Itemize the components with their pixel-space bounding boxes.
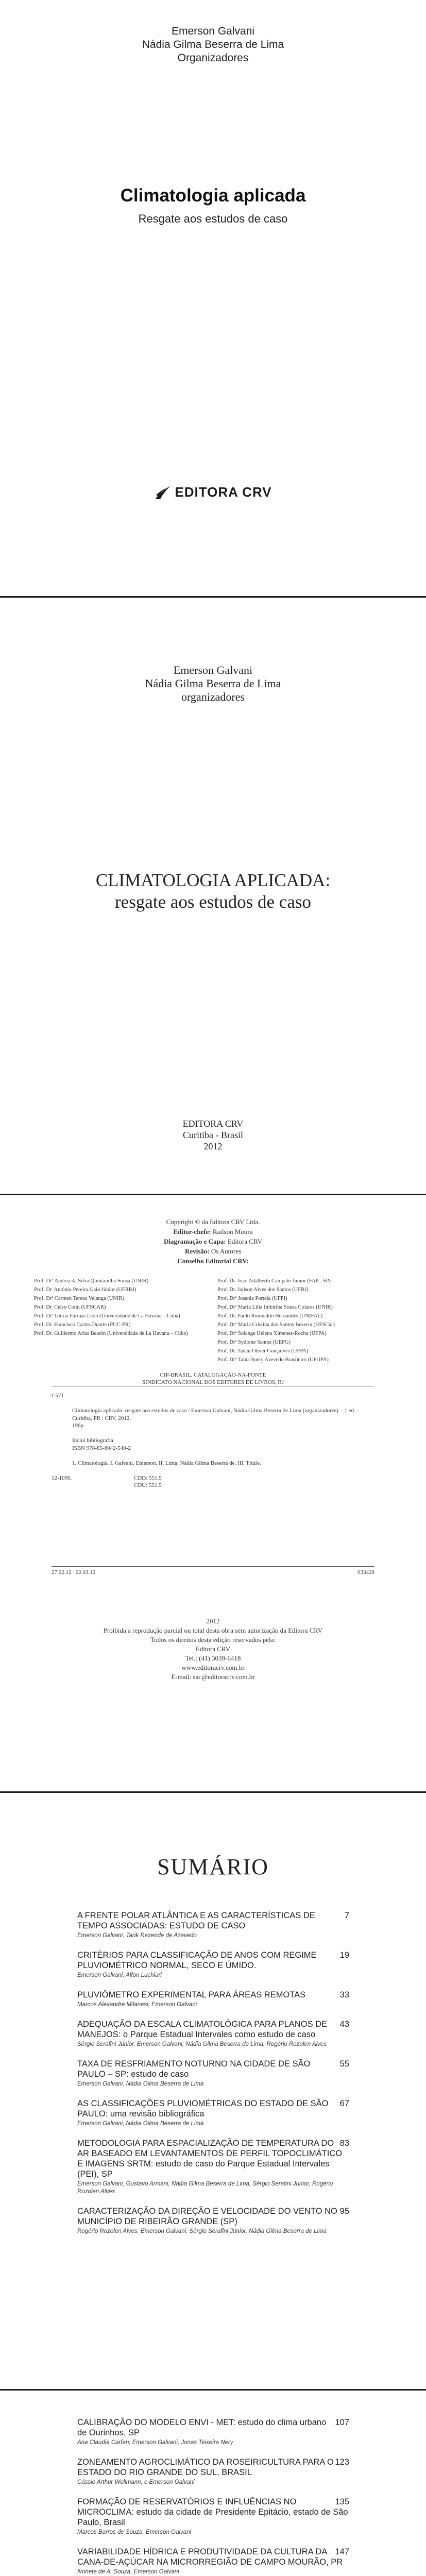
toc-entry-title xyxy=(77,2019,349,2040)
cover-title: Climatologia aplicada xyxy=(120,185,306,206)
title-page-title-line-1: CLIMATOLOGIA APLICADA: xyxy=(95,870,331,890)
layout-line xyxy=(0,1236,426,1246)
toc-entry-authors: Emerson Galvani, Nádia Gilma Beserra de Lima xyxy=(77,2121,204,2127)
toc-entry-authors: Emerson Galvani, Tarik Rezende de Azevedo xyxy=(77,1933,197,1939)
cip-dates: 27.02.12 02.03.12 xyxy=(52,1569,96,1575)
toc-entry-title xyxy=(77,1990,349,2000)
review-label: Revisão: xyxy=(184,1247,210,1255)
toc-entry xyxy=(77,1950,349,1979)
title-page-title xyxy=(0,870,426,913)
council-title: Conselho Editorial CRV: xyxy=(177,1257,249,1265)
toc-entry-authors: Emerson Galvani, Nádia Gilma Beserra de Lima xyxy=(77,2081,204,2087)
toc-entry-title-text: PLUVIÔMETRO EXPERIMENTAL PARA ÁREAS REMOTAS xyxy=(77,1990,306,1999)
cip-cdu: CDU: 551.5 xyxy=(134,1482,162,1488)
toc-entry-title-text: TAXA DE RESFRIAMENTO NOTURNO NA CIDADE DE SÃO PAULO – SP: estudo de caso xyxy=(77,2059,311,2079)
rights-email: E-mail: sac@editoracrv.com.br xyxy=(171,1673,255,1681)
contents-list xyxy=(77,1910,349,2246)
toc-entry xyxy=(77,2547,349,2576)
cip-number: 12-1090. xyxy=(52,1475,72,1481)
toc-entry-authors: Emerson Galvani, Gustavo Armani, Nádia Gilma Beserra de Lima, Sérgio Serafini Júnior, Rogério Rozolen Alves xyxy=(77,2181,333,2195)
cover-subtitle: Resgate aos estudos de caso xyxy=(138,212,288,225)
toc-entry-title-text: A FRENTE POLAR ATLÂNTICA E AS CARACTERÍSTICAS DE TEMPO ASSOCIADAS: ESTUDO DE CASO xyxy=(77,1911,315,1930)
rights-block xyxy=(0,1617,426,1682)
imprint-year: 2012 xyxy=(203,1141,223,1151)
council-left-column xyxy=(34,1277,208,1364)
toc-entry-page: 147 xyxy=(335,2547,349,2556)
contents-page-2 xyxy=(0,2391,426,2576)
council-member: Prof. Dr. Jailson Alves dos Santos (UFRJ) xyxy=(217,1287,309,1293)
cover-page xyxy=(0,0,426,596)
council-member: Prof. Dr. Francisco Carlos Duarte (PUC-PR) xyxy=(34,1322,131,1328)
editorial-council xyxy=(34,1277,391,1364)
cover-author-2: Nádia Gilma Beserra de Lima xyxy=(142,39,284,50)
title-page xyxy=(0,598,426,1194)
cover-author-1: Emerson Galvani xyxy=(171,25,255,37)
copyright-page xyxy=(0,1195,426,1791)
title-page-author-1: Emerson Galvani xyxy=(173,664,253,676)
toc-entry-title xyxy=(77,2497,349,2528)
toc-entry xyxy=(77,2206,349,2235)
toc-entry-page: 123 xyxy=(335,2458,349,2467)
toc-entry-title xyxy=(77,2059,349,2079)
cip-record xyxy=(52,1392,374,1489)
cip-pages: 196p. xyxy=(72,1422,85,1429)
contents-list xyxy=(77,2417,349,2576)
toc-entry-title xyxy=(77,2138,349,2179)
toc-entry-title-text: AS CLASSIFICAÇÕES PLUVIOMÉTRICAS DO ESTADO DE SÃO PAULO: uma revisão bibliográfica xyxy=(77,2099,329,2119)
cip-id: 033428 xyxy=(357,1569,374,1575)
cip-header-line-2: SINDICATO NACIONAL DOS EDITORES DE LIVROS, RJ xyxy=(142,1379,284,1385)
cover-organizers-label: Organizadores xyxy=(177,52,249,64)
toc-entry xyxy=(77,1910,349,1940)
rights-phone: Tel.: (41) 3039-6418 xyxy=(185,1654,241,1662)
cip-classification xyxy=(52,1475,374,1482)
toc-entry-page: 19 xyxy=(339,1951,349,1960)
cip-isbn: ISBN 978-85-8042-540-2 xyxy=(72,1445,131,1451)
cip-divider-bottom xyxy=(52,1566,374,1567)
council-member: Prof. Dr. Guillermo Arias Beatón (Universidade de La Havana – Cuba) xyxy=(34,1331,188,1336)
publisher-logo xyxy=(0,484,426,503)
council-member: Prof. Dr. Celso Conti (UFSCAR) xyxy=(34,1304,106,1310)
toc-entry-title-text: FORMAÇÃO DE RESERVATÓRIOS E INFLUÊNCIAS NO MICROCLIMA: estudo da cidade de Presidente Epitácio, estado de São Paulo, Brasil xyxy=(77,2497,348,2527)
toc-entry xyxy=(77,2417,349,2447)
cip-header xyxy=(0,1371,426,1386)
title-page-organizers-label: organizadores xyxy=(181,690,245,703)
toc-entry-title xyxy=(77,1950,349,1971)
toc-entry-title xyxy=(77,2417,349,2438)
council-member: Prof. Dr. João Adalberto Campato Junior (FAP - SP) xyxy=(217,1278,331,1284)
toc-entry xyxy=(77,2457,349,2486)
toc-entry-title xyxy=(77,1910,349,1931)
imprint-city: Curitiba - Brasil xyxy=(183,1130,243,1140)
council-member: Prof. Drª Maria Cristina dos Santos Bezerra (UFSCar) xyxy=(217,1322,335,1328)
toc-entry-page: 95 xyxy=(339,2207,349,2216)
council-member: Prof. Dr. Tadeu Oliver Gonçalves (UFPA) xyxy=(217,1348,309,1354)
toc-entry-authors: Rogério Rozolen Alves, Emerson Galvani, Sérgio Serafini Júnior, Nádia Gilma Beserra de Lima xyxy=(77,2228,327,2234)
rights-website: www.editoracrv.com.br xyxy=(181,1664,245,1671)
council-member: Prof. Dr. Antônio Pereira Gaio Júnior (UFRRJ) xyxy=(34,1287,137,1293)
layout-name: Editora CRV xyxy=(227,1238,263,1245)
cip-subjects: 1. Climatologia. I. Galvani, Emerson. II. Lima, Nádia Gilma Beserra de. III. Título. xyxy=(72,1460,261,1466)
toc-entry-page: 135 xyxy=(335,2497,349,2506)
review-name: Os Autores xyxy=(211,1247,242,1255)
toc-entry-authors: Ivonete de A. Souza, Emerson Galvani xyxy=(77,2569,179,2575)
imprint-publisher: EDITORA CRV xyxy=(182,1118,244,1129)
rights-reserved: Todos os direitos desta edição reservados pela: xyxy=(150,1636,276,1643)
toc-entry-title-text: ZONEAMENTO AGROCLIMÁTICO DA ROSEIRICULTURA PARA O ESTADO DO RIO GRANDE DO SUL, BRASIL xyxy=(77,2458,334,2477)
council-member: Prof. Drª Sydione Santos (UEPG) xyxy=(217,1340,291,1345)
council-member: Prof. Drª Solange Helena Ximenes-Rocha (UFPA) xyxy=(217,1331,327,1336)
title-page-title-line-2: resgate aos estudos de caso xyxy=(115,892,311,912)
cip-bibliography: Inclui bibliografia xyxy=(72,1437,113,1444)
title-page-imprint xyxy=(0,1118,426,1152)
contents-page-1 xyxy=(0,1793,426,2389)
council-member: Prof. Drª Carmen Tereza Velanga (UNIR) xyxy=(34,1296,124,1301)
toc-entry-title-text: CRITÉRIOS PARA CLASSIFICAÇÃO DE ANOS COM REGIME PLUVIOMÉTRICO NORMAL, SECO E ÚMIDO. xyxy=(77,1951,317,1970)
toc-entry-authors: Sérgio Serafini Júnior, Emerson Galvani, Nádia Gilma Beserra de Lima, Rogério Rozolen Alves xyxy=(77,2041,327,2047)
copyright-line: Copyright © da Editora CRV Ltda. xyxy=(166,1218,260,1226)
cover-authors xyxy=(0,25,426,65)
toc-entry-title xyxy=(77,2098,349,2119)
cip-header-line-1: CIP-BRASIL. CATALOGAÇÃO-NA-FONTE xyxy=(160,1372,266,1378)
toc-entry-authors: Ana Claudia Carfan, Emerson Galvani, Jonas Teixeira Nery xyxy=(77,2439,233,2446)
council-right-column xyxy=(217,1277,391,1364)
credits-block xyxy=(0,1217,426,1266)
toc-entry-title-text: VARIABILIDADE HÍDRICA E PRODUTIVIDADE DA CULTURA DA CANA-DE-AÇÚCAR NA MICRORREGIÃO DE CAMPO MOURÃO, PR xyxy=(77,2547,343,2567)
editor-label: Editor-chefe: xyxy=(173,1228,211,1235)
toc-entry xyxy=(77,1990,349,2009)
toc-entry-authors: Emerson Galvani, Alfon Luchiari xyxy=(77,1972,162,1978)
review-line xyxy=(0,1246,426,1256)
toc-entry-authors: Cássio Arthur Wollmann, e Emerson Galvani xyxy=(77,2479,195,2485)
toc-entry-page: 33 xyxy=(339,1990,349,1999)
toc-entry-page: 7 xyxy=(344,1911,349,1920)
toc-entry-page: 43 xyxy=(339,2020,349,2029)
toc-entry-title xyxy=(77,2457,349,2478)
contents-heading: SUMÁRIO xyxy=(157,1854,269,1879)
toc-entry-title-text: ADEQUAÇÃO DA ESCALA CLIMATOLÓGICA PARA PLANOS DE MANEJOS: o Parque Estadual Intervales como estudo de caso xyxy=(77,2020,328,2039)
cip-code: C571 xyxy=(52,1393,64,1399)
toc-entry-title-text: CALIBRAÇÃO DO MODELO ENVI - MET: estudo do clima urbano de Ourinhos, SP xyxy=(77,2418,327,2437)
editor-line xyxy=(0,1227,426,1236)
publisher-logo-text: EDITORA CRV xyxy=(175,484,272,500)
toc-entry-title-text: METODOLOGIA PARA ESPACIALIZAÇÃO DE TEMPERATURA DO AR BASEADO EM LEVANTAMENTOS DE PERFIL TOPOCLIMÁTICO E IMAGENS SRTM: estudo de caso do Parque Estadual Intervales (PEI), SP xyxy=(77,2139,343,2179)
rights-notice: Proibida a reprodução parcial ou total desta obra sem autorização da Editora CRV xyxy=(103,1626,323,1634)
toc-entry xyxy=(77,2098,349,2128)
toc-entry xyxy=(77,2019,349,2048)
council-member: Prof. Drª Maria Lília Imbiriba Sousa Colares (UNIR) xyxy=(217,1304,333,1310)
toc-entry xyxy=(77,2059,349,2088)
cip-cdd: CDD: 551.5 xyxy=(134,1475,162,1481)
council-member: Prof. Drª Gloria Fariñas León (Universidade de La Havana – Cuba) xyxy=(34,1313,180,1319)
layout-label: Diagramação e Capa: xyxy=(163,1238,226,1245)
title-page-authors xyxy=(0,664,426,704)
toc-entry-page: 55 xyxy=(339,2059,349,2069)
toc-entry-page: 107 xyxy=(335,2418,349,2427)
toc-entry xyxy=(77,2138,349,2196)
toc-entry-title-text: CARACTERIZAÇÃO DA DIREÇÃO E VELOCIDADE DO VENTO NO MUNICÍPIO DE RIBEIRÃO GRANDE (SP) xyxy=(77,2207,337,2226)
toc-entry-title xyxy=(77,2206,349,2227)
toc-entry-title xyxy=(77,2547,349,2567)
rights-publisher: Editora CRV xyxy=(195,1645,231,1653)
rights-year: 2012 xyxy=(206,1617,220,1625)
editor-name: Railson Moura xyxy=(212,1228,253,1235)
council-member: Prof. Drª Tania Suely Azevedo Brasileiro (UFOPA) xyxy=(217,1357,329,1363)
council-member: Prof. Drª Andréa da Silva Quintanilha Sousa (UNIR) xyxy=(34,1278,149,1284)
council-member: Prof. Dr. Paulo Romualdo Hernandes (UNIFAL) xyxy=(217,1313,323,1319)
toc-entry-page: 67 xyxy=(339,2099,349,2108)
cip-footer xyxy=(52,1569,374,1575)
title-page-author-2: Nádia Gilma Beserra de Lima xyxy=(145,677,281,690)
toc-entry-authors: Marcos Alexandre Milanesi, Emerson Galvani xyxy=(77,2002,197,2008)
toc-entry-page: 83 xyxy=(339,2139,349,2148)
toc-entry xyxy=(77,2497,349,2536)
council-member: Prof. Drª Josania Portela (UFPI) xyxy=(217,1296,287,1301)
cip-reference: Climatologia aplicada: resgate aos estudos de caso / Emerson Galvani, Nádia Gilma Beserra de Lima (organizadores). - 1.ed. - Curitiba, PR : CRV, 2012. xyxy=(72,1408,359,1421)
toc-entry-authors: Marcos Barros de Souza, Emerson Galvani xyxy=(77,2529,192,2535)
crv-swoosh-icon xyxy=(154,485,172,500)
